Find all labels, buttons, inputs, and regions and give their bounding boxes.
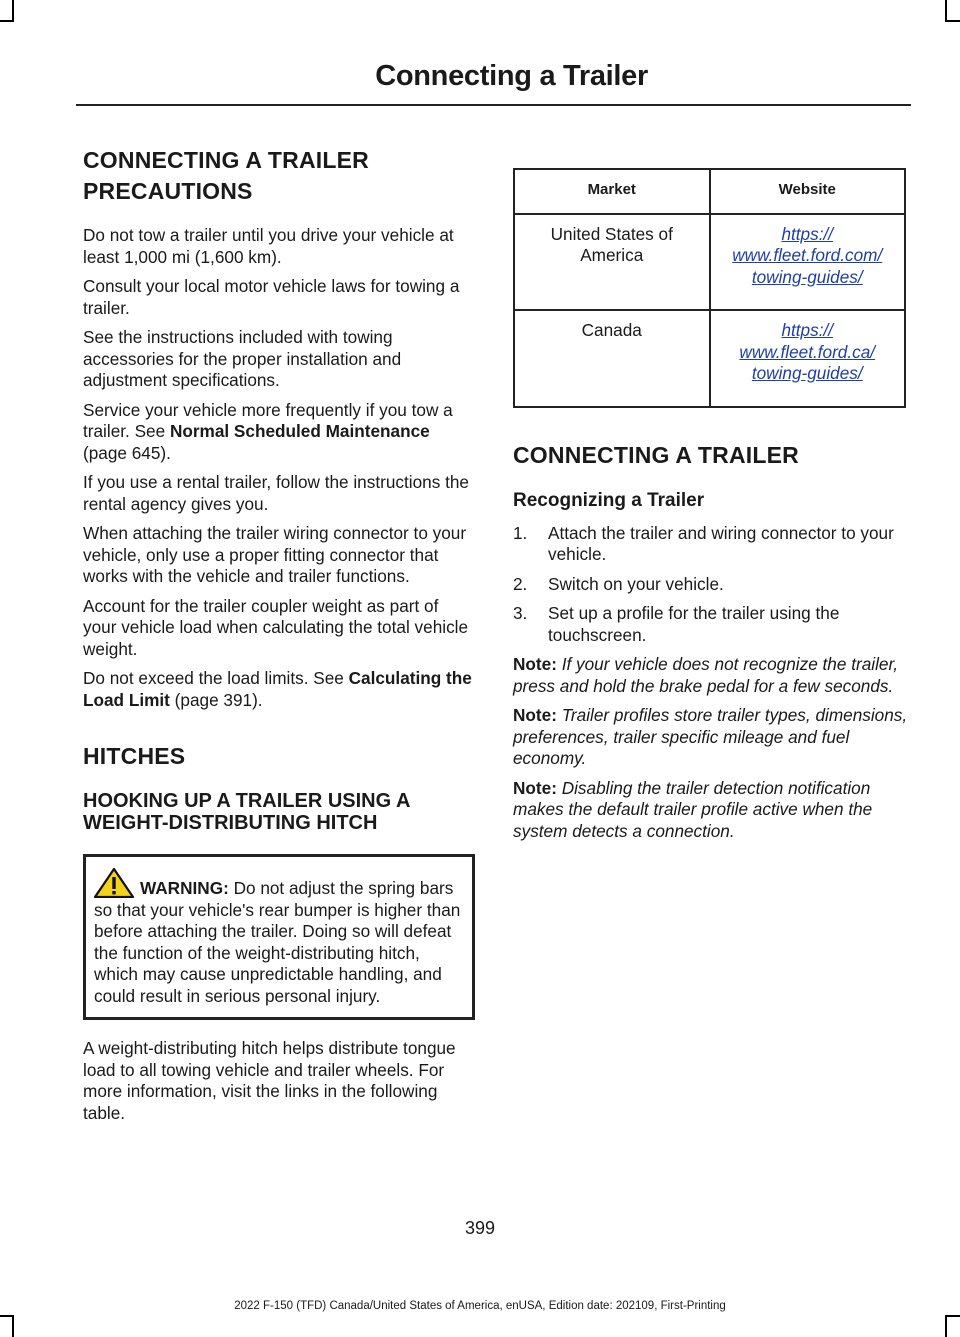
- warning-box: [83, 854, 475, 1020]
- section-heading-hitches: HITCHES: [83, 743, 186, 769]
- step-number: 2.: [513, 573, 528, 594]
- crop-mark: [0, 1315, 14, 1317]
- text: (page 391).: [169, 689, 263, 710]
- crop-mark: [945, 0, 947, 22]
- step-number: 1.: [513, 522, 528, 543]
- note: [513, 778, 908, 843]
- warning-triangle-icon: [94, 868, 134, 898]
- column-header-website: Website: [710, 169, 906, 214]
- steps-list: [513, 523, 908, 647]
- url-part: https://: [781, 223, 834, 244]
- table-row: [514, 310, 905, 407]
- header-divider: [76, 104, 911, 106]
- crop-mark: [945, 1315, 947, 1337]
- paragraph: [83, 668, 475, 711]
- note-label: Note:: [513, 777, 557, 798]
- paragraph: Consult your local motor vehicle laws for towing a trailer.: [83, 276, 460, 318]
- text: Do not exceed the load limits. See: [83, 668, 349, 688]
- crop-mark: [946, 1315, 960, 1317]
- heading-line-2: PRECAUTIONS: [83, 178, 253, 204]
- paragraph: A weight-distributing hitch helps distribute tongue load to all towing vehicle and trailer wheels. For more information, visit the links in the following table.: [83, 1038, 456, 1123]
- step-text: Switch on your vehicle.: [548, 573, 724, 594]
- cross-reference-link[interactable]: Normal Scheduled Maintenance: [169, 421, 430, 441]
- list-item: [513, 523, 908, 566]
- table-header-row: [514, 169, 905, 214]
- url-part: www.fleet.ford.com/: [732, 245, 883, 265]
- note: [513, 654, 908, 697]
- table-row: [514, 214, 905, 311]
- paragraph: See the instructions included with towing accessories for the proper installation and adjustment specifications.: [83, 327, 402, 390]
- note-label: Note:: [513, 654, 557, 674]
- step-number: 3.: [513, 603, 528, 623]
- crop-mark: [0, 20, 14, 22]
- list-item: [513, 574, 908, 596]
- section-heading-precautions: [83, 145, 475, 207]
- note-text: If your vehicle does not recognize the trailer, press and hold the brake pedal for a few seconds.: [513, 654, 898, 696]
- page-title: Connecting a Trailer: [375, 60, 648, 92]
- website-link[interactable]: [710, 310, 906, 407]
- paragraph: When attaching the trailer wiring connector to your vehicle, only use a proper fitting connector that works with the vehicle and trailer functions.: [83, 523, 467, 586]
- list-item: [513, 603, 908, 646]
- towing-guides-table: [513, 168, 906, 408]
- subsection-heading: HOOKING UP A TRAILER USING A WEIGHT-DISTRIBUTING HITCH: [83, 790, 410, 834]
- url-part: towing-guides/: [751, 363, 863, 383]
- step-text: Set up a profile for the trailer using the touchscreen.: [548, 603, 840, 645]
- crop-mark: [12, 0, 14, 22]
- paragraph: Do not tow a trailer until you drive your vehicle at least 1,000 mi (1,600 km).: [83, 225, 454, 267]
- warning-label: WARNING:: [140, 878, 229, 898]
- warning-text: Do not adjust the spring bars so that your vehicle's rear bumper is higher than before attaching the trailer. Doing so will defeat the function of the weight-distributing hitch, which may cause unpredictable handling, and could result in serious personal injury.: [94, 878, 461, 1006]
- cross-reference-link[interactable]: Calculating the Load Limit: [83, 668, 472, 710]
- page-number: 399: [464, 1218, 496, 1238]
- subsection-heading: Recognizing a Trailer: [513, 489, 705, 511]
- url-part: towing-guides/: [751, 266, 863, 287]
- section-heading-connecting: CONNECTING A TRAILER: [513, 441, 799, 468]
- step-text: Attach the trailer and wiring connector to your vehicle.: [548, 522, 894, 564]
- paragraph: If you use a rental trailer, follow the instructions the rental agency gives you.: [83, 472, 469, 514]
- market-cell: Canada: [514, 310, 710, 407]
- text: Service your vehicle more frequently if you tow a trailer. See: [83, 399, 453, 441]
- paragraph: Account for the trailer coupler weight as part of your vehicle load when calculating the total vehicle weight.: [83, 595, 469, 659]
- note-label: Note:: [513, 705, 557, 725]
- right-column: [513, 168, 908, 850]
- crop-mark: [12, 1315, 14, 1337]
- footer-text: 2022 F-150 (TFD) Canada/United States of America, enUSA, Edition date: 202109, First-Printing: [234, 1300, 726, 1312]
- url-part: https://: [781, 320, 834, 340]
- column-header-market: Market: [514, 169, 710, 214]
- left-column: [83, 145, 475, 1132]
- website-link[interactable]: [710, 214, 906, 311]
- url-part: www.fleet.ford.ca/: [739, 341, 876, 362]
- text: (page 645).: [83, 442, 171, 463]
- note-text: Trailer profiles store trailer types, dimensions, preferences, trailer specific mileage and fuel economy.: [513, 705, 908, 768]
- heading-line-1: CONNECTING A TRAILER: [83, 147, 369, 173]
- crop-mark: [946, 20, 960, 22]
- note: [513, 705, 908, 770]
- note-text: Disabling the trailer detection notification makes the default trailer profile active when the system detects a connection.: [513, 777, 873, 841]
- paragraph: [83, 400, 475, 465]
- market-cell: United States of America: [514, 214, 710, 311]
